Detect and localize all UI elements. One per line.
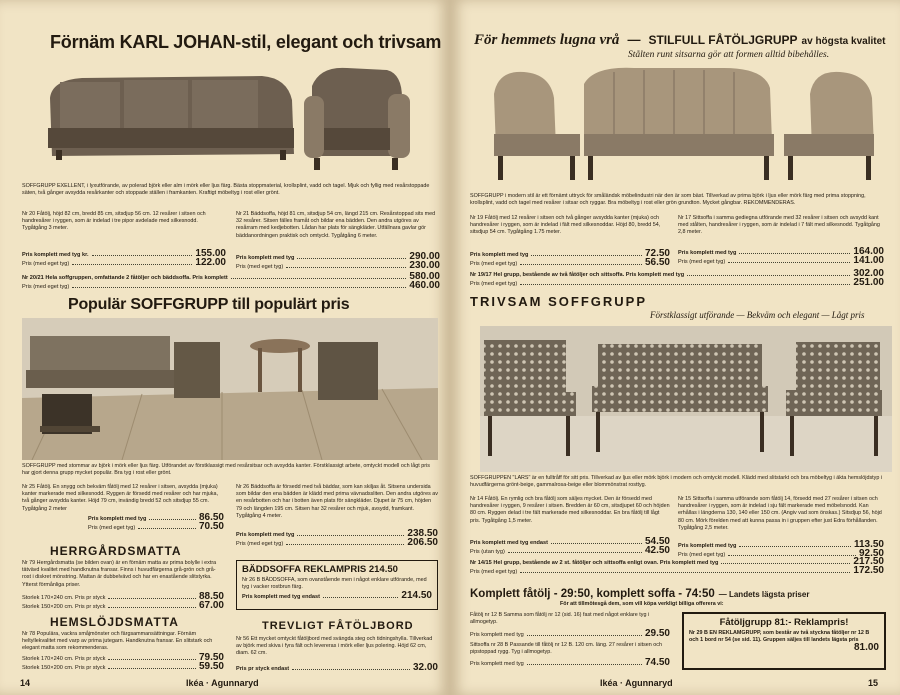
price-value: 79.50 xyxy=(198,652,224,663)
price-value: 54.50 xyxy=(644,536,670,547)
price-value: 113.50 xyxy=(853,539,884,550)
subtitle-trivsam: Förstklassigt utförande — Bekväm och elegant — Lågt pris xyxy=(650,310,865,320)
kj-intro-text: SOFFGRUPP EXELLENT, i lyxutförande, av polerad björk eller alm i mörk eller ljus färg. Bästa stoppmaterial, krollsplint, vadd och tagel. Mjuk och fyllig med resårstoppade säten, två gånger avsydda resårkanter och stoppade ställen i framkanten. Kraftigt möbeltyg i rost eller grönt. xyxy=(22,183,430,197)
price-label: Pris (med eget tyg) xyxy=(470,569,518,575)
price-value: 155.00 xyxy=(195,248,226,259)
promo-headline-main: Komplett fåtölj - 29:50, komplett soffa - 74:50 xyxy=(470,588,715,600)
price-row xyxy=(470,558,884,567)
price-value: 72.50 xyxy=(644,248,670,259)
popular-price-block-25 xyxy=(88,514,224,532)
price-label: Pris (med eget tyg) xyxy=(236,264,284,270)
stilfull-product-19-text: Nr 19 Fåtölj med 12 resårer i sitsen och två gånger avsydda kanter (mjuka) och handresårer i ryggen, som är indelad i fält med silkesnoddar. Höjd 80, bredd 54, sitsdjup 54 cm. Tygåtgång 1.75 meter. xyxy=(470,215,661,236)
price-row xyxy=(470,567,884,576)
page-right xyxy=(450,0,900,695)
price-value: 172.50 xyxy=(853,565,884,576)
price-row xyxy=(22,602,224,611)
price-row xyxy=(689,644,879,652)
price-row xyxy=(22,663,224,672)
price-label: Pris komplett med tyg xyxy=(236,532,295,538)
price-value: 214.50 xyxy=(401,590,432,602)
patterned-group-illustration xyxy=(480,326,892,472)
heading-trevligt-fatoljbord: TREVLIGT FÅTÖLJBORD xyxy=(262,620,414,632)
page-title-stilfull xyxy=(474,31,885,49)
promo-headline-tail: — Landets lägsta priser xyxy=(718,590,810,599)
price-label: Pris komplett med tyg xyxy=(470,661,524,667)
promo-subline: För att tillmötesgå dem, som vill köpa verkligt billiga offerera vi: xyxy=(560,601,724,607)
price-label: Pris (med eget tyg) xyxy=(470,261,518,267)
stilfull-price-block-17 xyxy=(678,248,884,266)
price-label: Pris (med eget tyg) xyxy=(22,284,70,290)
box-title: Fåtöljgrupp 81:- Reklampris! xyxy=(719,617,849,628)
price-label: Pris (utan tyg) xyxy=(470,549,505,555)
page-number-right: 15 xyxy=(868,678,879,688)
heading-hemslojdsmatta: HEMSLÖJDSMATTA xyxy=(50,615,179,629)
price-value: 88.50 xyxy=(198,591,224,602)
promo-12b-text: Fåtölj nr 12 B Samma som fåtölj nr 12 (sid. 16) fast med något enklare tyg i allmogetyp. xyxy=(470,612,650,626)
popular-intro-text: SOFFGRUPP med stommar av björk i mörk eller ljus färg. Utförandet av förstklassigt med resårsitsar och avsydda kanter. Förstklassigt arbete, omtyckt modell och lågt pris har gjort denna grupp mycket populär. Bra tyg i rost eller grönt. xyxy=(22,463,430,477)
price-value: 67.00 xyxy=(198,600,224,611)
sofa-illustration xyxy=(42,58,420,180)
price-label: Storlek 170×240 cm. Pris pr styck xyxy=(22,656,106,662)
price-value: 59.50 xyxy=(198,661,224,672)
price-label: Pris (med eget tyg) xyxy=(678,552,726,558)
price-row xyxy=(22,654,224,663)
price-value: 42.50 xyxy=(644,545,670,556)
price-row xyxy=(236,664,438,673)
price-label: Pris (med eget tyg) xyxy=(678,259,726,265)
price-value: 206.50 xyxy=(407,537,438,548)
price-label: Nr 20/21 Hela soffgruppen, omfattande 2 fåtöljer och bäddsoffa. Pris komplett xyxy=(22,275,228,281)
reklampris-box xyxy=(682,612,886,670)
price-row xyxy=(88,523,224,532)
price-value: 460.00 xyxy=(409,280,440,291)
price-value: 230.00 xyxy=(409,260,440,271)
heading-herrgardsmatta: HERRGÅRDSMATTA xyxy=(50,544,182,558)
price-row xyxy=(470,547,670,556)
price-value: 251.00 xyxy=(853,277,884,288)
promo-28b-text: Sittsoffa nr 28 B Passande till fåtölj nr 12 B. 120 cm. läng. 27 resårer i sitsen och pipstoppad rygg. Tyg i allmogetyp. xyxy=(470,642,662,656)
price-label: Nr 19/17 Hel grupp, bestående av två fåtöljer och sittsoffa. Pris komplett med tyg xyxy=(470,272,685,278)
stilfull-intro-text: SOFFGRUPP i modern stil är ett förnämt uttryck för småländsk möbelindustri när den är som bäst. Tillverkad av prima björk i ljus eller mörk färg med prima stoppning, krollsplint, vadd och tagel med resårer i sitsar och ryggar. Bra möbeltyg i rost eller grön grundton. Mycket gångbar. REKOMMENDERAS. xyxy=(470,193,866,207)
title-bold: STILFULL FÅTÖLJGRUPP xyxy=(648,33,798,47)
price-value: 81.00 xyxy=(853,642,879,654)
room-illustration xyxy=(22,318,438,460)
title-dash: — xyxy=(627,32,641,47)
price-row xyxy=(470,538,670,547)
price-label: Nr 14/15 Hel grupp, bestående av 2 st. fåtöljer och sittsoffa enligt ovan. Pris komplett med tyg xyxy=(470,560,719,566)
price-value: 74.50 xyxy=(644,657,670,668)
baddsoffa-reklampris-box xyxy=(236,560,438,610)
popular-product-25-text: Nr 25 Fåtölj. En snygg och bekväm fåtölj med 12 resårer i sitsen, avsydda (mjuka) kanter markerade med silkesnodd. Ryggen är försedd med resårer och har mjuka, två gånger avsydda kanter. Höjd 79 cm, invändig bredd 52 och sitsdjup 55 cm. Tygåtgång 2 meter xyxy=(22,484,218,512)
price-row xyxy=(22,259,226,268)
promo-headline xyxy=(470,584,809,602)
photo-trivsam-group xyxy=(480,326,892,472)
price-value: 32.00 xyxy=(412,662,438,673)
trivsam-price-block-set xyxy=(470,558,884,576)
price-row xyxy=(470,250,670,259)
price-label: Pris (med eget tyg) xyxy=(88,525,136,531)
price-row xyxy=(470,630,670,639)
price-row xyxy=(236,262,440,271)
price-label: Storlek 150×200 cm. Pris pr styck xyxy=(22,604,106,610)
kj-product-20-text: Nr 20 Fåtölj, höjd 82 cm, bredd 85 cm, sitsdjup 56 cm. 12 resårer i sitsen och handresårer i ryggen, som är indelad i tre pipor avdelade med silkesnodd. Tygåtgång 3 meter. xyxy=(22,211,206,232)
price-row xyxy=(470,279,884,288)
trivsam-product-14-text: Nr 14 Fåtölj. En rymlig och bra fåtölj som säljes mycket. Den är försedd med handresårer i ryggen, 9 resårer i sitsen. Bredden är 60 cm, sitsdjupet 60 och höjden 80 cm. Ryggen delad i tre fält markerade med silkesnoddar. En bra fåtölj till lågt pris. Tygåtgång 1,5 meter. xyxy=(470,496,670,524)
heading-trivsam-soffgrupp: TRIVSAM SOFFGRUPP xyxy=(470,294,648,309)
price-value: 141.00 xyxy=(853,255,884,266)
price-label: Pris komplett med tyg xyxy=(678,543,737,549)
kj-product-21-text: Nr 21 Bäddsoffa, höjd 81 cm, sitsdjup 54 cm, längd 215 cm. Resårstoppad sits med 32 resårer. Sitsen fälles framåt och bildar ena bädden. Den andra utgöres av resårram med kedjebotten. Lådan har plats för sängkläder. Utfällnara gavlar gör bäddanordningen praktisk och omtyckt. Tygåtgång 6 meter. xyxy=(236,211,436,239)
price-label: Pris komplett med tyg endast xyxy=(242,594,321,601)
price-value: 86.50 xyxy=(198,512,224,523)
price-row xyxy=(470,259,670,268)
price-value: 92.50 xyxy=(858,548,884,559)
photo-karl-johan-sofa-group xyxy=(42,58,420,180)
price-label: Pris komplett med tyg xyxy=(88,516,147,522)
hemslojdsmatta-text: Nr 78 Populära, vackra småjmönster och färgsammansättningar. Förnäm heltyllekvalitet med varp av prima jutegarn. Handknutna fransar. En slitstark och elegant matta som rekommenderas. xyxy=(22,631,213,652)
price-label: Pris pr styck endast xyxy=(236,666,290,672)
armchair-group-illustration xyxy=(484,64,890,190)
stilfull-price-block-19 xyxy=(470,250,670,268)
trivsam-price-block-14 xyxy=(470,538,670,556)
title-italic: För hemmets lugna vrå xyxy=(474,32,620,48)
price-value: 56.50 xyxy=(644,257,670,268)
trivsam-product-15-text: Nr 15 Sittsoffa i samma utförande som fåtölj 14, försedd med 27 resårer i sitsen och handresårer i ryggen, som är indelad i sju fält markerade med möbelsnodd. Kan erhållas i längderna 130, 140 eller 150 cm. (Angiv vad som önskas.) Sitsdjup 56, höjd 80 cm. Mörk förelden med att kunna passa in i gruppen efter just Edra förhållanden. Tygåtgång 2,5 meter. xyxy=(678,496,882,531)
box-title: BÄDDSOFFA REKLAMPRIS 214.50 xyxy=(242,564,398,575)
price-row xyxy=(22,282,440,291)
photo-popular-sofa-group xyxy=(22,318,438,460)
price-row xyxy=(470,659,670,668)
stilfull-price-block-set xyxy=(470,270,884,288)
kj-price-block-20 xyxy=(22,250,226,268)
page-number-left: 14 xyxy=(20,678,31,688)
photo-stilfull-group xyxy=(484,64,890,190)
popular-price-block-26 xyxy=(236,530,438,548)
price-row xyxy=(242,592,432,601)
price-label: Pris komplett med tyg xyxy=(236,255,295,261)
herrgardsmatta-prices xyxy=(22,593,224,611)
price-value: 164.00 xyxy=(853,246,884,257)
price-value: 290.00 xyxy=(409,251,440,262)
price-label: Pris (med eget tyg) xyxy=(470,281,518,287)
heading-popular-group: Populär SOFFGRUPP till populärt pris xyxy=(68,296,350,313)
price-row xyxy=(470,270,884,279)
price-value: 122.00 xyxy=(195,257,226,268)
kj-price-block-set xyxy=(22,273,440,291)
price-label: Storlek 150×200 cm. Pris pr styck xyxy=(22,665,106,671)
promo-28b-price xyxy=(470,659,670,668)
price-label: Storlek 170×240 cm. Pris pr styck xyxy=(22,595,106,601)
fatoljbord-price xyxy=(236,664,438,673)
price-value: 217.50 xyxy=(853,556,884,567)
price-row xyxy=(236,539,438,548)
price-value: 238.50 xyxy=(407,528,438,539)
subtitle-stilfull: Stålten runt sitsarna gör att formen alltid bibehålles. xyxy=(628,50,830,60)
kj-price-block-21 xyxy=(236,253,440,271)
price-value: 29.50 xyxy=(644,628,670,639)
page-title-karl-johan: Förnäm KARL JOHAN-stil, elegant och trivsam xyxy=(50,32,442,52)
hemslojdsmatta-prices xyxy=(22,654,224,672)
price-label: Pris komplett med tyg xyxy=(470,632,524,638)
promo-12b-price xyxy=(470,630,670,639)
herrgardsmatta-text: Nr 79 Herrgårdsmatta (se bilden ovan) är en förnäm matta av prima bolylle i extra tätvävd kvalitet med handknutna fransar. Finns i huvudfärgerna grå-grön och grå-rost i diskret mönstring. Mattan är dubbelvävd och har en enastående slitstyrka. Ytterst förmånliga priser. xyxy=(22,560,217,588)
footer-left: Ikéa · Agunnaryd xyxy=(186,678,259,688)
footer-right: Ikéa · Agunnaryd xyxy=(600,678,673,688)
price-value: 302.00 xyxy=(853,268,884,279)
popular-product-26-text: Nr 26 Bäddsoffa är försedd med två bäddar, som kan skiljas åt. Sitsens undersida som bildar den ena bädden är klädd med prima vävnadssliten. Den andra utgöres av en resårbotten och har i botten även plats för sängkläder. Djupet är 75 cm, höjden 79 och längden 195 cm. Sitsen har 32 resårer och mjuk, avsydd, framkant. Tygåtgång 4 meter. xyxy=(236,484,438,519)
price-row xyxy=(22,593,224,602)
fatoljbord-text: Nr 56 Ett mycket omtyckt fåtöljbord med svängda steg och tidningshylla. Tillverkad av björk med skiva i fyra fält och levereras i mörk eller ljus polering. Höjd 62 cm, diam. 62 cm. xyxy=(236,636,433,657)
price-label: Pris (med eget tyg) xyxy=(22,261,70,267)
price-value: 580.00 xyxy=(409,271,440,282)
price-row xyxy=(22,273,440,282)
stilfull-product-17-text: Nr 17 Sittsoffa i samma gediegna utförande med 32 resårer i sitsen och avsydd kant med stålten, handresårer i ryggen, som är indelad i 7 fält med silkesnodd. Tygåtgång 2,8 meter. xyxy=(678,215,880,236)
price-label: Pris komplett med tyg kr. xyxy=(22,252,89,258)
price-row xyxy=(678,257,884,266)
price-label: Pris komplett med tyg xyxy=(470,252,529,258)
price-label: Pris komplett med tyg endast xyxy=(470,540,549,546)
box-text: Nr 29 B EN REKLAMGRUPP, som består av två styckna fåtöljer nr 12 B och 1 bord nr 54 (se sid. 11). Gruppen säljes till landets lägsta pris xyxy=(689,630,870,644)
title-tail: av högsta kvalitet xyxy=(801,36,886,47)
price-value: 70.50 xyxy=(198,521,224,532)
price-row xyxy=(678,541,884,550)
box-text: Nr 26 B BÄDDSOFFA, som ovanstående men i något enklare utförande, med tyg i vacker rostbrun färg. xyxy=(242,577,427,591)
price-label: Pris komplett med tyg xyxy=(678,250,737,256)
price-label: Pris (med eget tyg) xyxy=(236,541,284,547)
trivsam-intro-text: SOFFGRUPPEN "LARS" är en fulltråff för sitt pris. Tillverkad av ljus eller mörk björk i modern och omtyckt modell. Klädd med slitstarkt och bra möbeltyg i äkta hemslöjdstyp i huvudfärgerna grönt-beige, gammalrosa-beige eller blommönstrat rosttyg. xyxy=(470,475,883,489)
